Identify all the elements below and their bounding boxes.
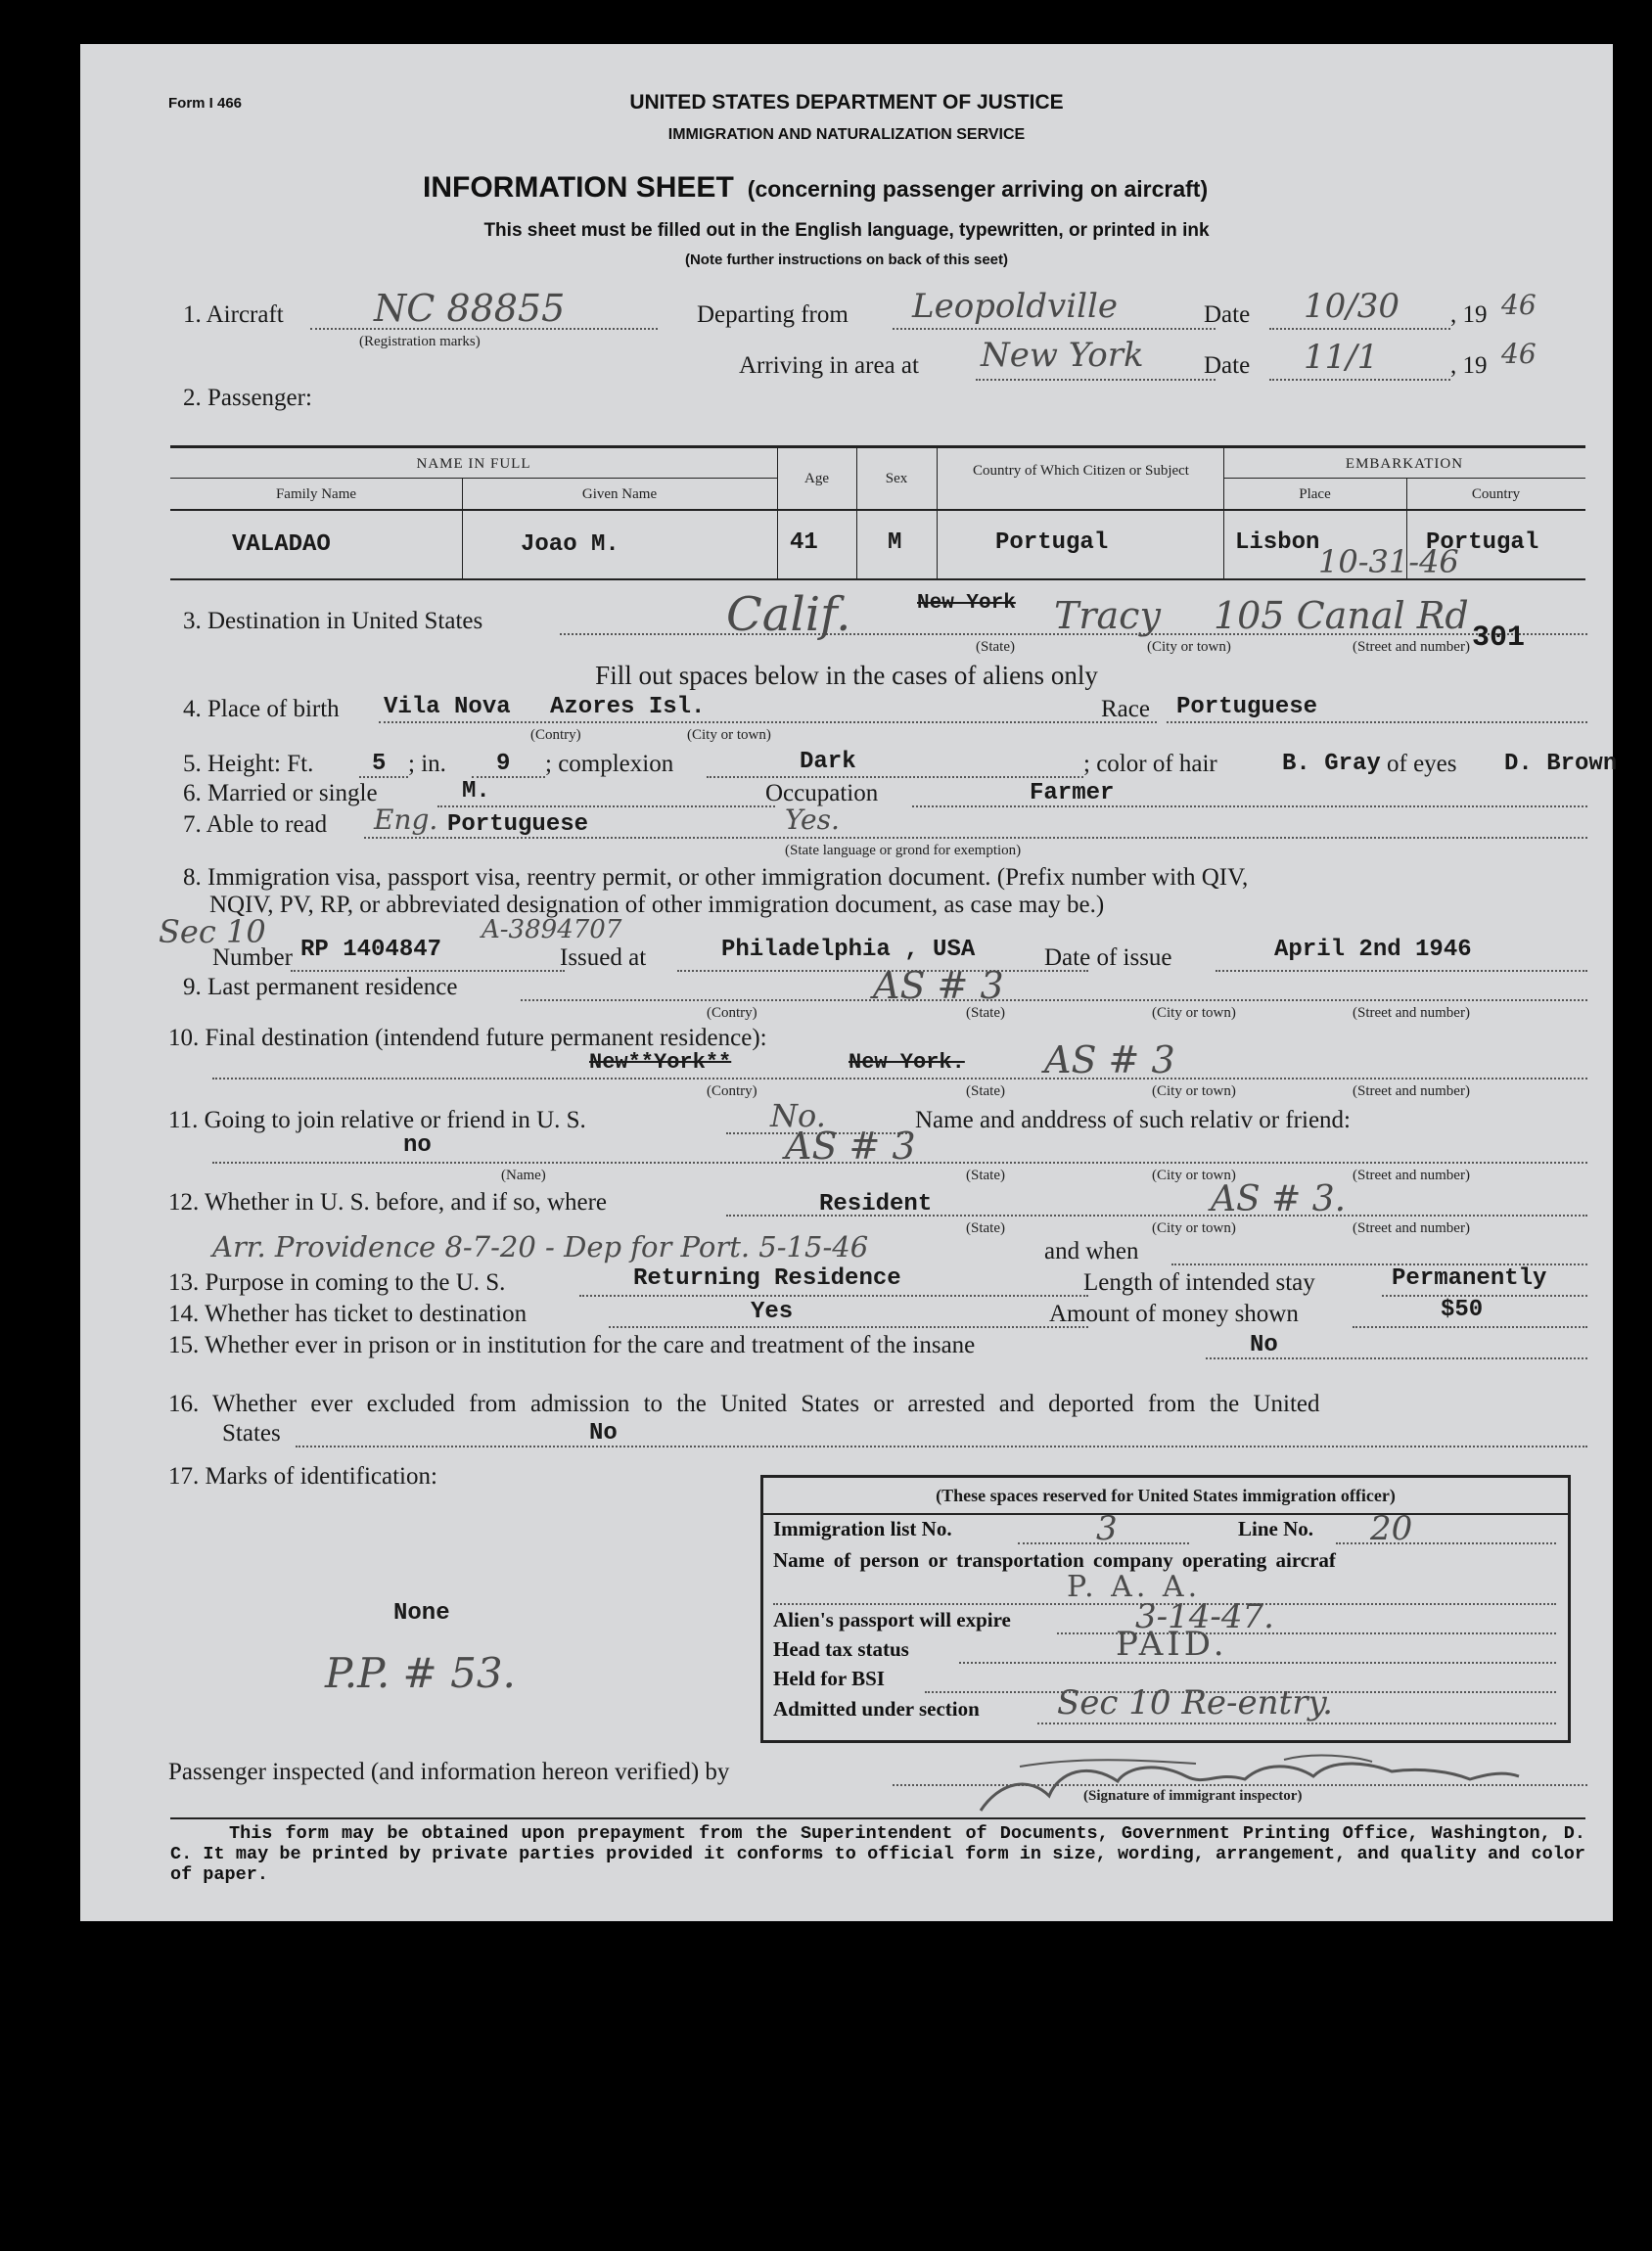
final-cap-country: (Contry) <box>707 1083 757 1099</box>
birth-country-value: Vila Nova <box>384 694 511 720</box>
hair-value: B. Gray <box>1282 751 1381 777</box>
col-family-name: Family Name <box>275 486 357 502</box>
departing-label: Departing from <box>697 301 849 328</box>
head-tax-line <box>959 1662 1556 1664</box>
read-yes-hw: Yes. <box>785 804 840 836</box>
complexion-label: ; complexion <box>545 751 674 777</box>
before-cap-street: (Street and number) <box>1353 1220 1470 1236</box>
destination-state-typed: New York <box>917 592 1016 615</box>
registration-caption: (Registration marks) <box>359 334 481 349</box>
race-value: Portuguese <box>1176 694 1318 720</box>
officer-box-header-rule <box>763 1513 1568 1515</box>
final-cap-street: (Street and number) <box>1353 1083 1470 1099</box>
money-line <box>1353 1326 1587 1328</box>
col-name-in-full: NAME IN FULL <box>416 456 531 472</box>
ticket-line <box>609 1326 1088 1328</box>
arrive-year: 46 <box>1501 338 1537 370</box>
length-value: Permanently <box>1392 1265 1547 1292</box>
prison-label: 15. Whether ever in prison or in institution for the care and treatment of the insane <box>168 1332 976 1358</box>
form-number: Form I 466 <box>168 95 243 112</box>
final-country-struck: New**York** <box>589 1050 732 1075</box>
footer-rule <box>170 1817 1585 1819</box>
residence-line <box>521 999 1587 1001</box>
race-label: Race <box>1101 696 1150 722</box>
before-label: 12. Whether in U. S. before, and if so, where <box>168 1189 608 1216</box>
residence-cap-city: (City or town) <box>1152 1005 1236 1021</box>
head-tax-value: PAID. <box>1116 1625 1228 1664</box>
col-place: Place <box>1299 486 1331 502</box>
prison-value: No <box>1250 1332 1278 1358</box>
join-hw-2: AS # 3 <box>785 1125 916 1168</box>
date-of-issue-line <box>1216 970 1587 972</box>
col-country: Country <box>1471 486 1521 502</box>
married-value: M. <box>462 778 490 804</box>
final-cap-state: (State) <box>966 1083 1005 1099</box>
married-label: 6. Married or single <box>183 780 378 806</box>
col-given-name: Given Name <box>581 486 658 502</box>
before-when-hw: Arr. Providence 8-7-20 - Dep for Port. 5-15-46 <box>212 1230 869 1263</box>
citizen-value: Portugal <box>995 529 1109 556</box>
visa-label-2: NQIV, PV, RP, or abbreviated designation of other immigration document, as case may be.) <box>209 892 1105 918</box>
passenger-label: 2. Passenger: <box>183 385 312 411</box>
departing-value: Leopoldville <box>912 287 1118 326</box>
inspected-label: Passenger inspected (and information hereon verified) by <box>168 1759 730 1785</box>
excluded-line <box>296 1446 1587 1447</box>
table-header-rule <box>170 509 1585 511</box>
sex-value: M <box>888 529 902 556</box>
depart-date-label: Date <box>1204 301 1251 328</box>
form-title-sub: (concerning passenger arriving on aircraft) <box>747 176 1209 202</box>
birth-line <box>379 721 1157 723</box>
before-when-label: and when <box>1044 1238 1139 1264</box>
join-hw: No. <box>770 1097 826 1134</box>
arrive-date-value: 11/1 <box>1304 338 1379 377</box>
table-header-rule-left <box>170 478 777 479</box>
purpose-value: Returning Residence <box>633 1265 901 1292</box>
height-ft-value: 5 <box>372 751 387 777</box>
occupation-line <box>912 805 1587 807</box>
join-cap-city: (City or town) <box>1152 1168 1236 1183</box>
col-country-citizen: Country of Which Citizen or Subject <box>973 463 1189 479</box>
admitted-label: Admitted under section <box>773 1697 980 1721</box>
embark-place-value: Lisbon <box>1235 529 1320 556</box>
before-cap-city: (City or town) <box>1152 1220 1236 1236</box>
head-tax-label: Head tax status <box>773 1637 909 1661</box>
depart-date-line <box>1269 328 1450 330</box>
excluded-value: No <box>589 1420 618 1447</box>
form-sheet <box>80 44 1618 1921</box>
destination-cap-state: (State) <box>976 639 1015 655</box>
visa-number-line <box>291 970 565 972</box>
join-cap-street: (Street and number) <box>1353 1168 1470 1183</box>
occupation-label: Occupation <box>765 780 879 806</box>
marks-hw: P.P. # 53. <box>325 1649 516 1697</box>
embark-country-value: Portugal <box>1426 529 1539 556</box>
destination-city-hw: Tracy <box>1054 594 1161 637</box>
aircraft-label: 1. Aircraft <box>183 301 284 328</box>
form-title: INFORMATION SHEET <box>423 171 734 204</box>
line-no-line <box>1336 1542 1556 1544</box>
read-caption: (State language or grond for exemption) <box>785 843 1022 858</box>
birth-label: 4. Place of birth <box>183 696 340 722</box>
date-of-issue-label: Date of issue <box>1044 944 1172 971</box>
final-cap-city: (City or town) <box>1152 1083 1236 1099</box>
aircraft-value: NC 88855 <box>374 287 566 330</box>
visa-a-number-hw: A-3894707 <box>482 915 622 944</box>
operator-label: Name of person or transportation company operating aircraf <box>773 1548 1336 1572</box>
destination-state-hw: Calif. <box>726 587 851 642</box>
money-value: $50 <box>1441 1297 1484 1323</box>
line-no-value: 20 <box>1370 1509 1413 1548</box>
form-instruction: This sheet must be filled out in the English language, typewritten, or printed in ink <box>483 220 1210 241</box>
married-line <box>437 805 775 807</box>
visa-number-label: Number <box>212 944 293 971</box>
arrive-date-label: Date <box>1204 352 1251 379</box>
purpose-line <box>579 1295 1088 1297</box>
list-no-value: 3 <box>1096 1509 1118 1548</box>
issued-at-label: Issued at <box>560 944 647 971</box>
money-label: Amount of money shown <box>1049 1301 1299 1327</box>
embark-date-handwritten: 10-31-46 <box>1318 543 1459 580</box>
destination-number-typed: 301 <box>1472 621 1526 655</box>
admitted-line <box>1037 1723 1556 1724</box>
read-value-hw: Eng. <box>374 804 438 836</box>
eyes-value: D. Brown <box>1504 751 1618 777</box>
list-no-label: Immigration list No. <box>773 1517 952 1540</box>
eyes-label: of eyes <box>1387 751 1457 777</box>
table-header-rule-right <box>1223 478 1585 479</box>
service-heading: IMMIGRATION AND NATURALIZATION SERVICE <box>667 126 1026 143</box>
visa-label: 8. Immigration visa, passport visa, reentry permit, or other immigration document. (Prefix number with QIV, <box>183 864 1249 891</box>
col-sex: Sex <box>885 471 908 486</box>
complexion-value: Dark <box>800 749 856 775</box>
height-in-label: ; in. <box>408 751 446 777</box>
occupation-value: Farmer <box>1030 780 1115 806</box>
arriving-line <box>976 379 1216 381</box>
race-line <box>1167 721 1587 723</box>
depart-date-value: 10/30 <box>1304 287 1400 326</box>
admitted-value: Sec 10 Re-entry. <box>1057 1683 1333 1723</box>
join-typed: no <box>403 1132 432 1159</box>
line-no-label: Line No. <box>1238 1517 1314 1540</box>
marks-label: 17. Marks of identification: <box>168 1463 437 1490</box>
ticket-value: Yes <box>751 1299 794 1325</box>
signature-caption: (Signature of immigrant inspector) <box>1083 1788 1303 1804</box>
birth-city-value: Azores Isl. <box>550 694 706 720</box>
before-cap-state: (State) <box>966 1220 1005 1236</box>
excluded-label: 16. Whether ever excluded from admission to the United States or arrested and deported from the United <box>168 1391 1320 1417</box>
read-value-typed: Portuguese <box>447 811 589 838</box>
residence-cap-state: (State) <box>966 1005 1005 1021</box>
visa-sec-hw: Sec 10 <box>159 913 266 950</box>
join-label: 11. Going to join relative or friend in U. S. <box>168 1107 586 1133</box>
col-age: Age <box>804 471 829 486</box>
passport-expire-value: 3-14-47. <box>1135 1597 1274 1636</box>
officer-box <box>760 1475 1571 1743</box>
residence-cap-country: (Contry) <box>707 1005 757 1021</box>
destination-cap-street: (Street and number) <box>1353 639 1470 655</box>
final-label: 10. Final destination (intendend future permanent residence): <box>168 1025 767 1051</box>
final-hw: AS # 3 <box>1044 1038 1175 1081</box>
passport-expire-label: Alien's passport will expire <box>773 1608 1011 1631</box>
destination-cap-city: (City or town) <box>1147 639 1231 655</box>
length-label: Length of intended stay <box>1083 1269 1315 1296</box>
length-line <box>1382 1295 1587 1297</box>
issued-at-value: Philadelphia , USA <box>721 937 976 963</box>
date-of-issue-value: April 2nd 1946 <box>1274 937 1472 963</box>
arriving-value: New York <box>981 336 1144 375</box>
depart-year-prefix: , 19 <box>1450 301 1488 328</box>
table-col-divider-2 <box>777 445 778 578</box>
destination-street-hw: 105 Canal Rd <box>1214 594 1469 637</box>
before-value: Resident <box>819 1191 933 1217</box>
department-heading: UNITED STATES DEPARTMENT OF JUSTICE <box>629 91 1064 114</box>
family-name-value: VALADAO <box>232 531 331 558</box>
form-title-row <box>423 171 1208 205</box>
height-in-value: 9 <box>496 751 511 777</box>
operator-value: P. A. A. <box>1067 1570 1202 1604</box>
join-name-label: Name and anddress of such relativ or friend: <box>915 1107 1351 1133</box>
arrive-date-line <box>1269 379 1450 381</box>
form-note: (Note further instructions on back of this seet) <box>684 252 1009 268</box>
given-name-value: Joao M. <box>521 531 620 558</box>
complexion-line <box>707 776 1083 778</box>
residence-label: 9. Last permanent residence <box>183 974 458 1000</box>
before-hw: AS # 3. <box>1211 1179 1347 1219</box>
purpose-label: 13. Purpose in coming to the U. S. <box>168 1269 506 1296</box>
arrive-year-prefix: , 19 <box>1450 352 1488 379</box>
hair-label: ; color of hair <box>1083 751 1217 777</box>
arriving-label: Arriving in area at <box>739 352 919 379</box>
residence-hw: AS # 3 <box>873 964 1004 1007</box>
departing-line <box>893 328 1216 330</box>
officer-box-header: (These spaces reserved for United States immigration officer) <box>936 1486 1396 1505</box>
depart-year: 46 <box>1501 289 1537 321</box>
join-cap-state: (State) <box>966 1168 1005 1183</box>
final-state-struck: New York. <box>849 1050 965 1075</box>
footer-text: This form may be obtained upon prepayment from the Superintendent of Documents, Government Printing Office, Washington, D. C. It may be printed by private parties provided it conforms to official form in size, wording, arrangement, and quality and color of paper. <box>170 1823 1585 1885</box>
destination-label: 3. Destination in United States <box>183 608 483 634</box>
marks-value: None <box>393 1600 450 1627</box>
visa-number-value: RP 1404847 <box>300 937 442 963</box>
table-col-divider-4 <box>937 445 938 578</box>
ticket-label: 14. Whether has ticket to destination <box>168 1301 528 1327</box>
birth-cap-city: (City or town) <box>687 727 771 743</box>
join-cap-name: (Name) <box>501 1168 546 1183</box>
aliens-only-note: Fill out spaces below in the cases of aliens only <box>595 661 1098 690</box>
read-label: 7. Able to read <box>183 811 328 838</box>
table-col-divider-3 <box>856 445 857 578</box>
excluded-label-2: States <box>222 1420 281 1447</box>
residence-cap-street: (Street and number) <box>1353 1005 1470 1021</box>
bsi-label: Held for BSI <box>773 1667 885 1690</box>
col-embarkation: EMBARKATION <box>1345 456 1464 472</box>
age-value: 41 <box>790 529 818 556</box>
height-ft-label: 5. Height: Ft. <box>183 751 314 777</box>
birth-cap-country: (Contry) <box>530 727 581 743</box>
final-line <box>212 1078 1587 1080</box>
table-top-rule <box>170 445 1585 448</box>
